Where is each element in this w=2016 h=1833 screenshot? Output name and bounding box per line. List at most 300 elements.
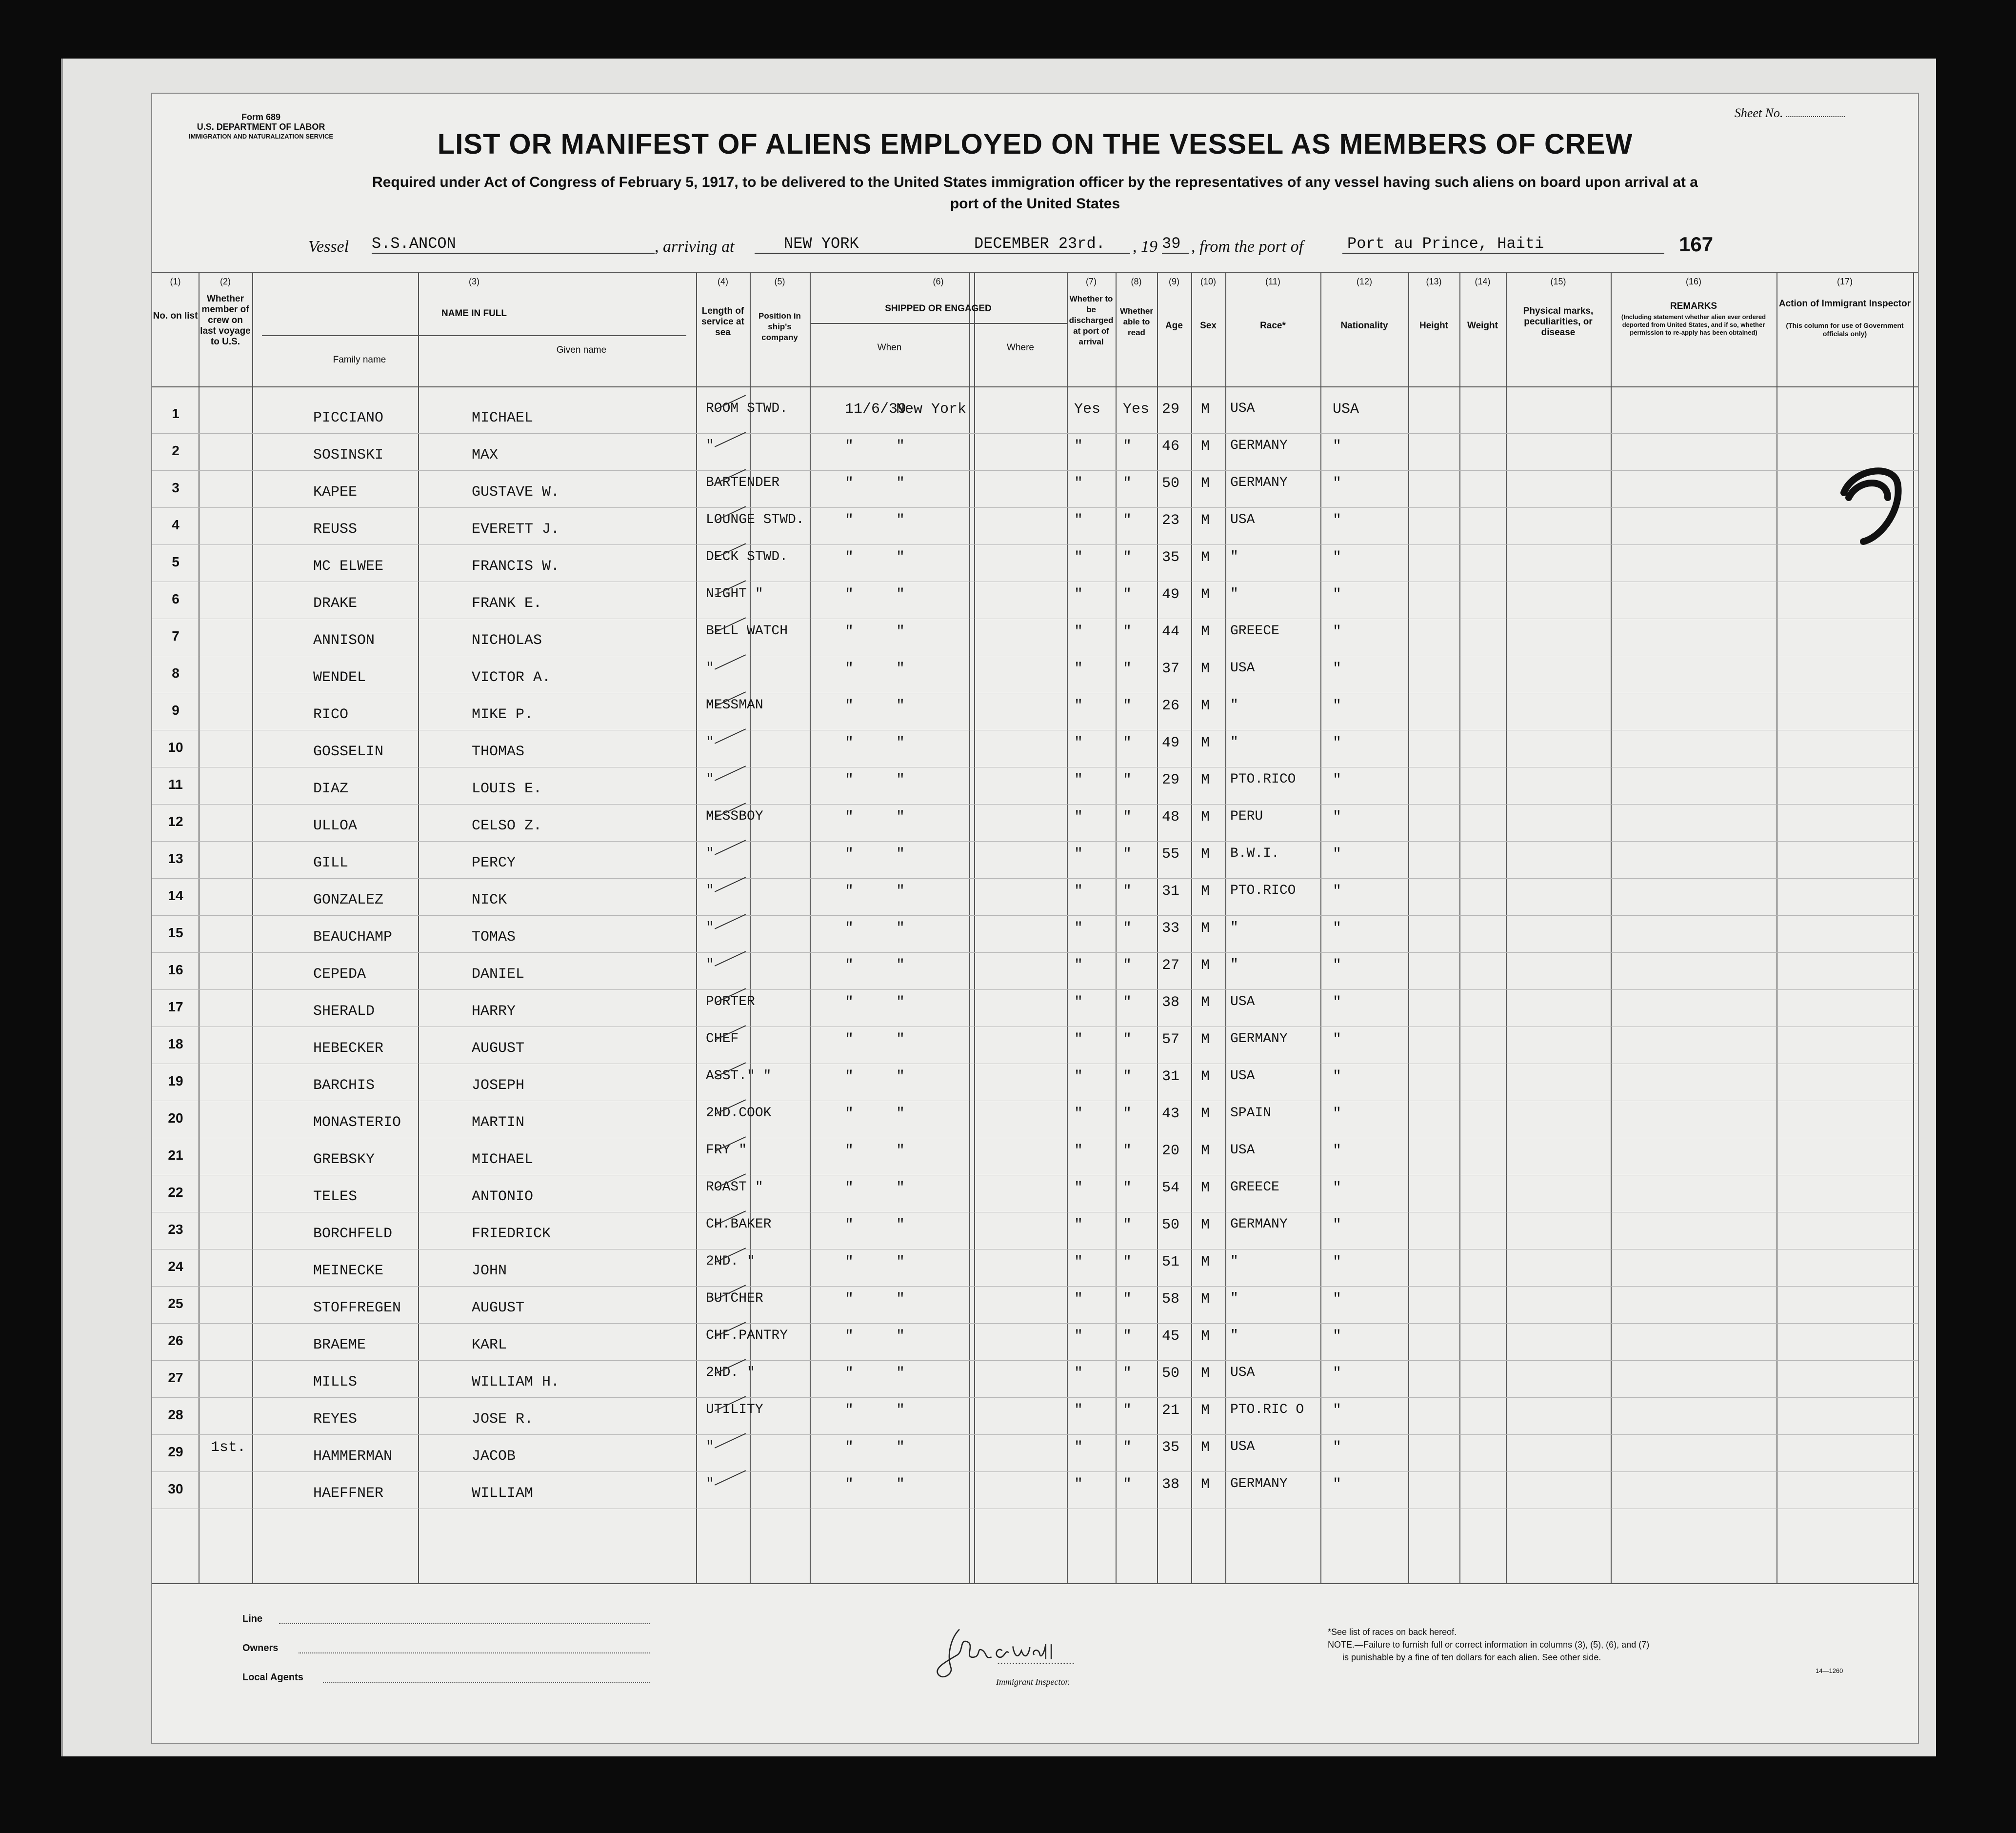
cell-discharged: " bbox=[1074, 809, 1083, 826]
from-port-label: , from the port of bbox=[1191, 238, 1304, 256]
cell-age: 35 bbox=[1162, 1439, 1180, 1456]
cell-when: " bbox=[845, 1068, 854, 1085]
cell-given: FRANCIS W. bbox=[472, 558, 560, 575]
cell-discharged: " bbox=[1074, 1254, 1083, 1270]
cell-age: 23 bbox=[1162, 512, 1180, 529]
cell-where: " bbox=[896, 1217, 905, 1233]
row-rule bbox=[152, 1397, 1918, 1398]
cell-age: 45 bbox=[1162, 1328, 1180, 1345]
cell-when: " bbox=[845, 1328, 854, 1345]
cell-family: GILL bbox=[313, 855, 349, 871]
row-number: 6 bbox=[172, 591, 180, 606]
cell-race: " bbox=[1230, 1254, 1238, 1269]
col-num: (10) bbox=[1200, 277, 1216, 286]
cell-prev: 1st. bbox=[211, 1439, 246, 1456]
cell-nationality: " bbox=[1333, 846, 1342, 863]
cell-age: 21 bbox=[1162, 1402, 1180, 1419]
cell-when: " bbox=[845, 994, 854, 1011]
cell-discharged: " bbox=[1074, 735, 1083, 751]
cell-sex: M bbox=[1201, 735, 1210, 751]
cell-where: " bbox=[896, 883, 905, 900]
col-header-family-name: Family name bbox=[333, 355, 386, 365]
col-header-where: Where bbox=[1007, 342, 1034, 353]
cell-sex: M bbox=[1201, 957, 1210, 974]
cell-given: WILLIAM H. bbox=[472, 1374, 560, 1390]
cell-race: " bbox=[1230, 920, 1238, 935]
cell-given: TOMAS bbox=[472, 929, 516, 946]
cell-read: " bbox=[1123, 920, 1132, 937]
service-tick-mark bbox=[715, 765, 746, 781]
cell-race: USA bbox=[1230, 1439, 1255, 1454]
cell-race: PTO.RICO bbox=[1230, 883, 1296, 898]
cell-position: CH.BAKER bbox=[706, 1217, 772, 1232]
cell-age: 48 bbox=[1162, 809, 1180, 826]
cell-position: BELL WATCH bbox=[706, 624, 788, 639]
cell-race: USA bbox=[1230, 401, 1255, 416]
cell-position: " bbox=[706, 920, 714, 935]
cell-where: " bbox=[896, 1254, 905, 1270]
cell-nationality: " bbox=[1333, 1365, 1342, 1382]
row-number: 24 bbox=[168, 1259, 183, 1274]
cell-race: GREECE bbox=[1230, 624, 1279, 639]
cell-given: JOHN bbox=[472, 1263, 507, 1279]
cell-family: SHERALD bbox=[313, 1003, 375, 1020]
cell-race: GERMANY bbox=[1230, 1031, 1288, 1047]
col-header-no: No. on list bbox=[153, 311, 198, 321]
cell-age: 44 bbox=[1162, 624, 1180, 640]
row-rule bbox=[152, 1471, 1918, 1472]
cell-read: " bbox=[1123, 883, 1132, 900]
cell-age: 29 bbox=[1162, 772, 1180, 788]
cell-race: " bbox=[1230, 735, 1238, 750]
row-rule bbox=[152, 507, 1918, 508]
col-num: (13) bbox=[1426, 277, 1442, 286]
arrival-date: DECEMBER 23rd. bbox=[964, 235, 1130, 254]
cell-age: 50 bbox=[1162, 475, 1180, 492]
cell-read: " bbox=[1123, 586, 1132, 603]
cell-where: " bbox=[896, 475, 905, 492]
cell-age: 51 bbox=[1162, 1254, 1180, 1270]
cell-when: " bbox=[845, 920, 854, 937]
cell-when: " bbox=[845, 1143, 854, 1159]
cell-where: " bbox=[896, 994, 905, 1011]
cell-discharged: " bbox=[1074, 1439, 1083, 1456]
cell-family: WENDEL bbox=[313, 669, 366, 686]
cell-age: 38 bbox=[1162, 1476, 1180, 1493]
cell-when: " bbox=[845, 586, 854, 603]
row-number: 17 bbox=[168, 999, 183, 1014]
cell-discharged: " bbox=[1074, 1068, 1083, 1085]
col-header-service: Length of service at sea bbox=[701, 306, 744, 338]
cell-when: " bbox=[845, 735, 854, 751]
col-header-age: Age bbox=[1165, 321, 1183, 331]
cell-race: " bbox=[1230, 698, 1238, 713]
cell-when: " bbox=[845, 475, 854, 492]
col-num: (5) bbox=[774, 277, 785, 286]
cell-when: " bbox=[845, 624, 854, 640]
cell-age: 37 bbox=[1162, 661, 1180, 677]
cell-where: " bbox=[896, 512, 905, 529]
row-number: 25 bbox=[168, 1296, 183, 1311]
cell-age: 43 bbox=[1162, 1106, 1180, 1122]
cell-age: 46 bbox=[1162, 438, 1180, 455]
cell-position: BUTCHER bbox=[706, 1291, 763, 1306]
cell-family: GREBSKY bbox=[313, 1151, 375, 1168]
cell-family: BARCHIS bbox=[313, 1077, 375, 1094]
col-header-name: NAME IN FULL bbox=[441, 308, 507, 319]
cell-sex: M bbox=[1201, 1217, 1210, 1233]
col-header-position: Position in ship's company bbox=[758, 311, 801, 342]
cell-position: " bbox=[706, 846, 714, 861]
cell-position: CHF.PANTRY bbox=[706, 1328, 788, 1343]
col-header-inspector: Action of Immigrant Inspector bbox=[1778, 299, 1911, 309]
cell-given: NICHOLAS bbox=[472, 632, 542, 649]
cell-where: " bbox=[896, 1031, 905, 1048]
row-rule bbox=[152, 433, 1918, 434]
service-tick-mark bbox=[715, 432, 746, 447]
col-header-sex: Sex bbox=[1200, 321, 1217, 331]
cell-read: " bbox=[1123, 1402, 1132, 1419]
page-subtitle: Required under Act of Congress of February 5, 1917, to be delivered to the United States immigration officer by the representatives of any vessel having such aliens on board upon arrival at a port of the United States bbox=[372, 174, 1698, 212]
cell-read: " bbox=[1123, 1254, 1132, 1270]
vessel-name: S.S.ANCON bbox=[372, 235, 655, 254]
cell-nationality: " bbox=[1333, 809, 1342, 826]
cell-position: FRY " bbox=[706, 1143, 747, 1158]
cell-position: " bbox=[706, 772, 714, 787]
row-number: 3 bbox=[172, 480, 180, 495]
col-num: (16) bbox=[1685, 277, 1701, 286]
cell-given: EVERETT J. bbox=[472, 521, 560, 538]
cell-race: USA bbox=[1230, 994, 1255, 1009]
col-num: (6) bbox=[933, 277, 944, 286]
cell-nationality: " bbox=[1333, 624, 1342, 640]
cell-position: " bbox=[706, 735, 714, 750]
cell-nationality: " bbox=[1333, 957, 1342, 974]
cell-given: CELSO Z. bbox=[472, 818, 542, 834]
cell-nationality: " bbox=[1333, 1217, 1342, 1233]
cell-nationality: " bbox=[1333, 994, 1342, 1011]
cell-given: AUGUST bbox=[472, 1040, 525, 1057]
arriving-label: , arriving at bbox=[655, 238, 735, 256]
cell-discharged: " bbox=[1074, 438, 1083, 455]
cell-given: MICHAEL bbox=[472, 1151, 534, 1168]
cell-family: MONASTERIO bbox=[313, 1114, 401, 1131]
cell-family: HAEFFNER bbox=[313, 1485, 384, 1502]
service-tick-mark bbox=[715, 654, 746, 669]
cell-discharged: " bbox=[1074, 920, 1083, 937]
cell-where: " bbox=[896, 1180, 905, 1196]
row-rule bbox=[152, 1323, 1918, 1324]
col-header-given-name: Given name bbox=[556, 345, 607, 355]
row-rule bbox=[152, 1286, 1918, 1287]
cell-where: " bbox=[896, 1365, 905, 1382]
col-num: (9) bbox=[1169, 277, 1179, 286]
cell-discharged: " bbox=[1074, 1106, 1083, 1122]
cell-race: GERMANY bbox=[1230, 1476, 1288, 1491]
cell-sex: M bbox=[1201, 1254, 1210, 1270]
cell-read: " bbox=[1123, 1106, 1132, 1122]
cell-nationality: " bbox=[1333, 1476, 1342, 1493]
col-num: (12) bbox=[1356, 277, 1372, 286]
cell-race: " bbox=[1230, 586, 1238, 602]
cell-family: BORCHFELD bbox=[313, 1226, 393, 1242]
cell-family: MEINECKE bbox=[313, 1263, 384, 1279]
cell-discharged: " bbox=[1074, 1328, 1083, 1345]
cell-race: USA bbox=[1230, 661, 1255, 676]
col-header-when: When bbox=[877, 342, 902, 353]
cell-discharged: Yes bbox=[1074, 401, 1101, 418]
cell-nationality: " bbox=[1333, 1402, 1342, 1419]
cell-read: " bbox=[1123, 1031, 1132, 1048]
col-num: (11) bbox=[1265, 277, 1280, 286]
cell-race: PTO.RICO bbox=[1230, 772, 1296, 787]
cell-family: DRAKE bbox=[313, 595, 358, 612]
row-rule bbox=[152, 989, 1918, 990]
row-rule bbox=[152, 841, 1918, 842]
cell-where: " bbox=[896, 624, 905, 640]
cell-discharged: " bbox=[1074, 624, 1083, 640]
cell-race: " bbox=[1230, 549, 1238, 564]
cell-race: GERMANY bbox=[1230, 475, 1288, 490]
cell-read: " bbox=[1123, 1068, 1132, 1085]
cell-given: LOUIS E. bbox=[472, 781, 542, 797]
cell-sex: M bbox=[1201, 1402, 1210, 1419]
cell-given: AUGUST bbox=[472, 1300, 525, 1316]
row-number: 1 bbox=[172, 406, 180, 421]
cell-read: " bbox=[1123, 994, 1132, 1011]
row-number: 28 bbox=[168, 1407, 183, 1422]
cell-family: RICO bbox=[313, 706, 349, 723]
cell-where: " bbox=[896, 957, 905, 974]
cell-position: MESSMAN bbox=[706, 698, 763, 713]
cell-sex: M bbox=[1201, 624, 1210, 640]
col-header-inspector-note: (This column for use of Government officials only) bbox=[1786, 322, 1904, 338]
cell-position: PORTER bbox=[706, 994, 755, 1009]
cell-age: 49 bbox=[1162, 735, 1180, 751]
cell-discharged: " bbox=[1074, 1476, 1083, 1493]
crew-table bbox=[152, 272, 1918, 1584]
cell-when: " bbox=[845, 1365, 854, 1382]
cell-given: MARTIN bbox=[472, 1114, 525, 1131]
cell-given: NICK bbox=[472, 892, 507, 908]
row-rule bbox=[152, 804, 1918, 805]
cell-where: " bbox=[896, 809, 905, 826]
cell-sex: M bbox=[1201, 698, 1210, 714]
row-number: 15 bbox=[168, 925, 183, 940]
cell-nationality: USA bbox=[1333, 401, 1359, 418]
cell-where: " bbox=[896, 846, 905, 863]
cell-discharged: " bbox=[1074, 957, 1083, 974]
service-tick-mark bbox=[715, 914, 746, 929]
cell-read: " bbox=[1123, 1328, 1132, 1345]
margin-mark bbox=[1834, 463, 1912, 546]
cell-given: KARL bbox=[472, 1337, 507, 1353]
cell-sex: M bbox=[1201, 586, 1210, 603]
cell-given: ANTONIO bbox=[472, 1188, 534, 1205]
col-num: (4) bbox=[718, 277, 728, 286]
cell-nationality: " bbox=[1333, 772, 1342, 788]
cell-read: " bbox=[1123, 957, 1132, 974]
service-tick-mark bbox=[715, 840, 746, 855]
col-num: (8) bbox=[1131, 277, 1142, 286]
cell-read: " bbox=[1123, 661, 1132, 677]
cell-age: 33 bbox=[1162, 920, 1180, 937]
cell-position: BARTENDER bbox=[706, 475, 780, 490]
cell-age: 35 bbox=[1162, 549, 1180, 566]
cell-discharged: " bbox=[1074, 1291, 1083, 1308]
cell-family: REUSS bbox=[313, 521, 358, 538]
cell-read: " bbox=[1123, 475, 1132, 492]
cell-age: 57 bbox=[1162, 1031, 1180, 1048]
col-num: (3) bbox=[469, 277, 479, 286]
col-header-remarks: REMARKS bbox=[1670, 301, 1717, 311]
cell-read: " bbox=[1123, 438, 1132, 455]
cell-when: " bbox=[845, 1476, 854, 1493]
service-tick-mark bbox=[715, 951, 746, 966]
print-code: 14—1260 bbox=[1816, 1667, 1843, 1674]
page-title: LIST OR MANIFEST OF ALIENS EMPLOYED ON THE VESSEL AS MEMBERS OF CREW bbox=[437, 128, 1633, 160]
cell-where: " bbox=[896, 1476, 905, 1493]
cell-nationality: " bbox=[1333, 549, 1342, 566]
cell-when: " bbox=[845, 1217, 854, 1233]
from-port: Port au Prince, Haiti bbox=[1342, 235, 1664, 254]
row-number: 7 bbox=[172, 628, 180, 644]
cell-race: " bbox=[1230, 1328, 1238, 1343]
form-number: Form 689 bbox=[241, 112, 281, 122]
cell-age: 29 bbox=[1162, 401, 1180, 418]
cell-read: " bbox=[1123, 1365, 1132, 1382]
cell-given: GUSTAVE W. bbox=[472, 484, 560, 501]
cell-nationality: " bbox=[1333, 1031, 1342, 1048]
cell-age: 49 bbox=[1162, 586, 1180, 603]
cell-where: " bbox=[896, 920, 905, 937]
row-number: 16 bbox=[168, 962, 183, 977]
cell-sex: M bbox=[1201, 1365, 1210, 1382]
cell-sex: M bbox=[1201, 401, 1210, 418]
cell-age: 58 bbox=[1162, 1291, 1180, 1308]
row-number: 12 bbox=[168, 814, 183, 829]
cell-when: " bbox=[845, 1254, 854, 1270]
cell-given: MICHAEL bbox=[472, 410, 534, 426]
row-rule bbox=[152, 915, 1918, 916]
cell-given: JACOB bbox=[472, 1448, 516, 1465]
cell-where: " bbox=[896, 661, 905, 677]
row-rule bbox=[152, 470, 1918, 471]
cell-position: CHEF bbox=[706, 1031, 739, 1047]
col-num: (2) bbox=[220, 277, 231, 286]
cell-position: MESSBOY bbox=[706, 809, 763, 824]
cell-sex: M bbox=[1201, 883, 1210, 900]
cell-position: DECK STWD. bbox=[706, 549, 788, 564]
cell-read: " bbox=[1123, 698, 1132, 714]
cell-race: PTO.RIC O bbox=[1230, 1402, 1304, 1417]
cell-nationality: " bbox=[1333, 438, 1342, 455]
cell-family: ANNISON bbox=[313, 632, 375, 649]
cell-nationality: " bbox=[1333, 661, 1342, 677]
row-number: 13 bbox=[168, 851, 183, 866]
cell-nationality: " bbox=[1333, 1291, 1342, 1308]
owners-label: Owners bbox=[242, 1643, 279, 1653]
cell-discharged: " bbox=[1074, 512, 1083, 529]
row-rule bbox=[152, 544, 1918, 545]
cell-nationality: " bbox=[1333, 512, 1342, 529]
department: U.S. DEPARTMENT OF LABOR bbox=[197, 122, 325, 132]
cell-sex: M bbox=[1201, 809, 1210, 826]
row-number: 20 bbox=[168, 1110, 183, 1126]
cell-discharged: " bbox=[1074, 1365, 1083, 1382]
cell-sex: M bbox=[1201, 1476, 1210, 1493]
col-num: (7) bbox=[1086, 277, 1097, 286]
col-num: (14) bbox=[1475, 277, 1491, 286]
year-suffix: 39 bbox=[1162, 235, 1189, 254]
cell-when: " bbox=[845, 549, 854, 566]
cell-family: ULLOA bbox=[313, 818, 358, 834]
cell-position: " bbox=[706, 661, 714, 676]
cell-age: 20 bbox=[1162, 1143, 1180, 1159]
cell-discharged: " bbox=[1074, 772, 1083, 788]
cell-where: " bbox=[896, 1143, 905, 1159]
cell-race: USA bbox=[1230, 1068, 1255, 1084]
cell-given: THOMAS bbox=[472, 744, 525, 760]
row-number: 21 bbox=[168, 1148, 183, 1163]
service-tick-mark bbox=[715, 877, 746, 892]
cell-discharged: " bbox=[1074, 698, 1083, 714]
cell-position: " bbox=[706, 1476, 714, 1491]
cell-position: ASST." " bbox=[706, 1068, 772, 1084]
cell-when: " bbox=[845, 846, 854, 863]
cell-family: GOSSELIN bbox=[313, 744, 384, 760]
row-rule bbox=[152, 1434, 1918, 1435]
cell-age: 38 bbox=[1162, 994, 1180, 1011]
cell-nationality: " bbox=[1333, 883, 1342, 900]
cell-discharged: " bbox=[1074, 475, 1083, 492]
line-label: Line bbox=[242, 1613, 263, 1624]
manifest-sheet bbox=[151, 93, 1919, 1744]
cell-when: " bbox=[845, 883, 854, 900]
cell-read: " bbox=[1123, 1217, 1132, 1233]
col-header-physical-marks: Physical marks, peculiarities, or disease bbox=[1523, 306, 1594, 338]
cell-nationality: " bbox=[1333, 586, 1342, 603]
cell-nationality: " bbox=[1333, 1106, 1342, 1122]
cell-where: " bbox=[896, 1106, 905, 1122]
cell-nationality: " bbox=[1333, 920, 1342, 937]
local-agents-label: Local Agents bbox=[242, 1672, 303, 1683]
cell-discharged: " bbox=[1074, 1143, 1083, 1159]
cell-age: 27 bbox=[1162, 957, 1180, 974]
row-number: 27 bbox=[168, 1370, 183, 1385]
cell-when: " bbox=[845, 438, 854, 455]
signature-caption: Immigrant Inspector. bbox=[996, 1677, 1070, 1687]
col-header-nationality: Nationality bbox=[1340, 321, 1388, 331]
cell-where: " bbox=[896, 735, 905, 751]
cell-discharged: " bbox=[1074, 1180, 1083, 1196]
cell-sex: M bbox=[1201, 438, 1210, 455]
row-number: 5 bbox=[172, 554, 180, 569]
col-header-last-voyage: Whether member of crew on last voyage to U.S. bbox=[200, 294, 251, 347]
cell-read: " bbox=[1123, 809, 1132, 826]
service-tick-mark bbox=[715, 728, 746, 744]
cell-discharged: " bbox=[1074, 1031, 1083, 1048]
cell-family: MILLS bbox=[313, 1374, 358, 1390]
sheet-number: 167 bbox=[1679, 233, 1714, 256]
cell-race: GREECE bbox=[1230, 1180, 1279, 1195]
cell-race: " bbox=[1230, 957, 1238, 972]
cell-where: " bbox=[896, 772, 905, 788]
cell-family: KAPEE bbox=[313, 484, 358, 501]
cell-when: " bbox=[845, 772, 854, 788]
row-number: 8 bbox=[172, 665, 180, 681]
cell-discharged: " bbox=[1074, 586, 1083, 603]
